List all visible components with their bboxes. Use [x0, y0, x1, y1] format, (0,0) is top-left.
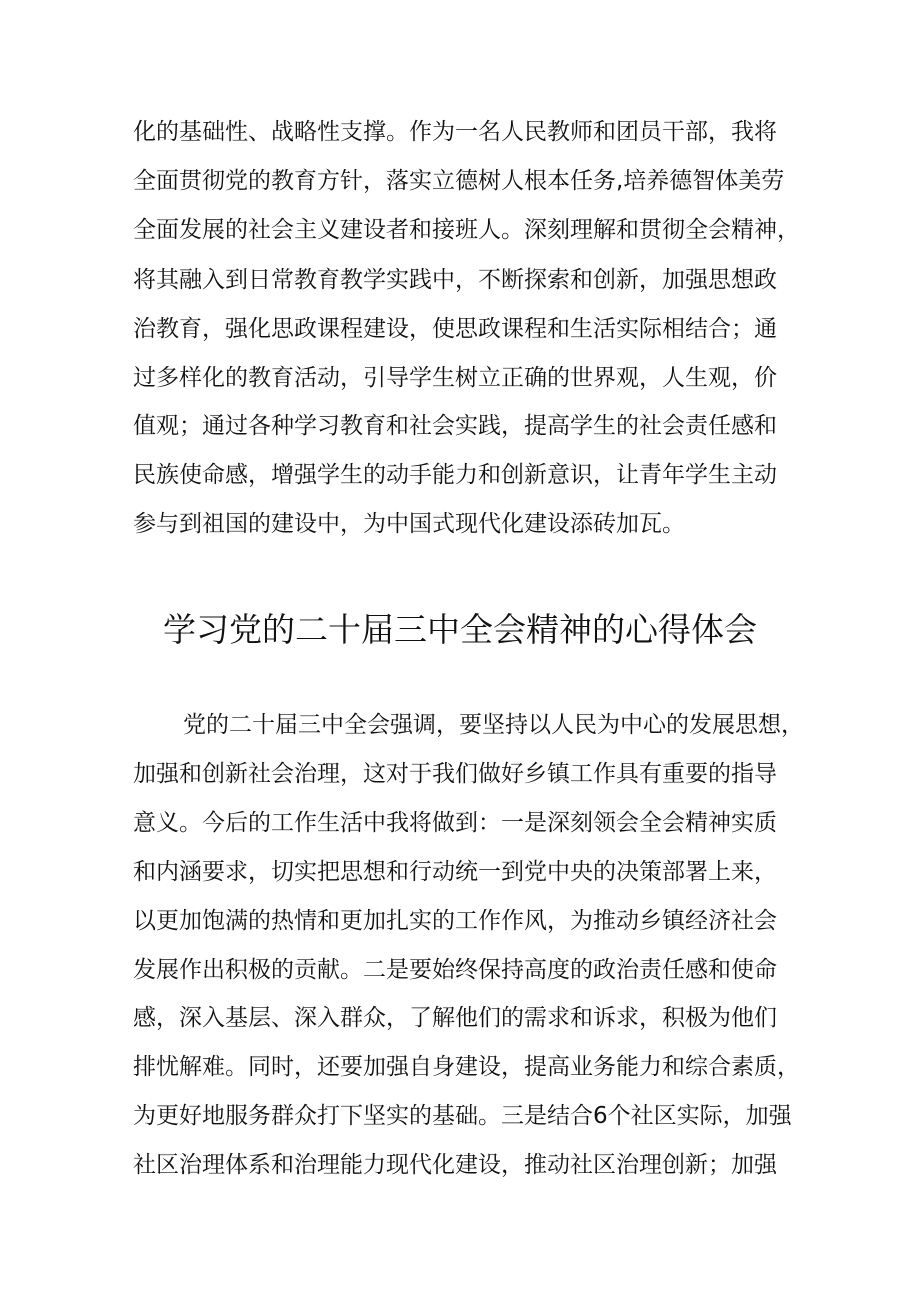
text-line: 全面发展的社会主义建设者和接班人。深刻理解和贯彻全会精神，: [133, 217, 800, 243]
text-line: 全面贯彻党的教育方针，落实立德树人根本任务,培养德智体美劳: [133, 168, 785, 194]
text-line: 加强和创新社会治理，这对于我们做好乡镇工作具有重要的指导: [133, 761, 777, 787]
text-line: 值观；通过各种学习教育和社会实践，提高学生的社会责任感和: [133, 413, 777, 439]
text-line: 和内涵要求，切实把思想和行动统一到党中央的决策部署上来，: [133, 859, 777, 885]
text-line: 排忧解难。同时，还要加强自身建设，提高业务能力和综合素质，: [133, 1054, 800, 1080]
text-line: 意义。今后的工作生活中我将做到：一是深刻领会全会精神实质: [133, 810, 777, 836]
text-line: 民族使命感，增强学生的动手能力和创新意识，让青年学生主动: [133, 462, 777, 488]
text-line: 治教育，强化思政课程建设，使思政课程和生活实际相结合；通: [133, 316, 777, 342]
text-line: 将其融入到日常教育教学实践中，不断探索和创新，加强思想政: [133, 267, 777, 293]
text-line: 社区治理体系和治理能力现代化建设，推动社区治理创新；加强: [133, 1152, 777, 1178]
document-title: 学习党的二十届三中全会精神的心得体会: [163, 610, 757, 649]
text-line: 化的基础性、战略性支撑。作为一名人民教师和团员干部，我将: [133, 119, 777, 145]
text-line: 过多样化的教育活动，引导学生树立正确的世界观，人生观，价: [133, 365, 777, 391]
text-line: 为更好地服务群众打下坚实的基础。三是结合6个社区实际，加强: [133, 1103, 792, 1129]
text-line: 感，深入基层、深入群众，了解他们的需求和诉求，积极为他们: [133, 1005, 777, 1031]
text-line: 以更加饱满的热情和更加扎实的工作作风，为推动乡镇经济社会: [133, 908, 777, 934]
text-line: 参与到祖国的建设中，为中国式现代化建设添砖加瓦。: [133, 511, 685, 537]
text-line: 发展作出积极的贡献。二是要始终保持高度的政治责任感和使命: [133, 957, 777, 983]
text-line: 党的二十届三中全会强调，要坚持以人民为中心的发展思想，: [183, 712, 804, 738]
